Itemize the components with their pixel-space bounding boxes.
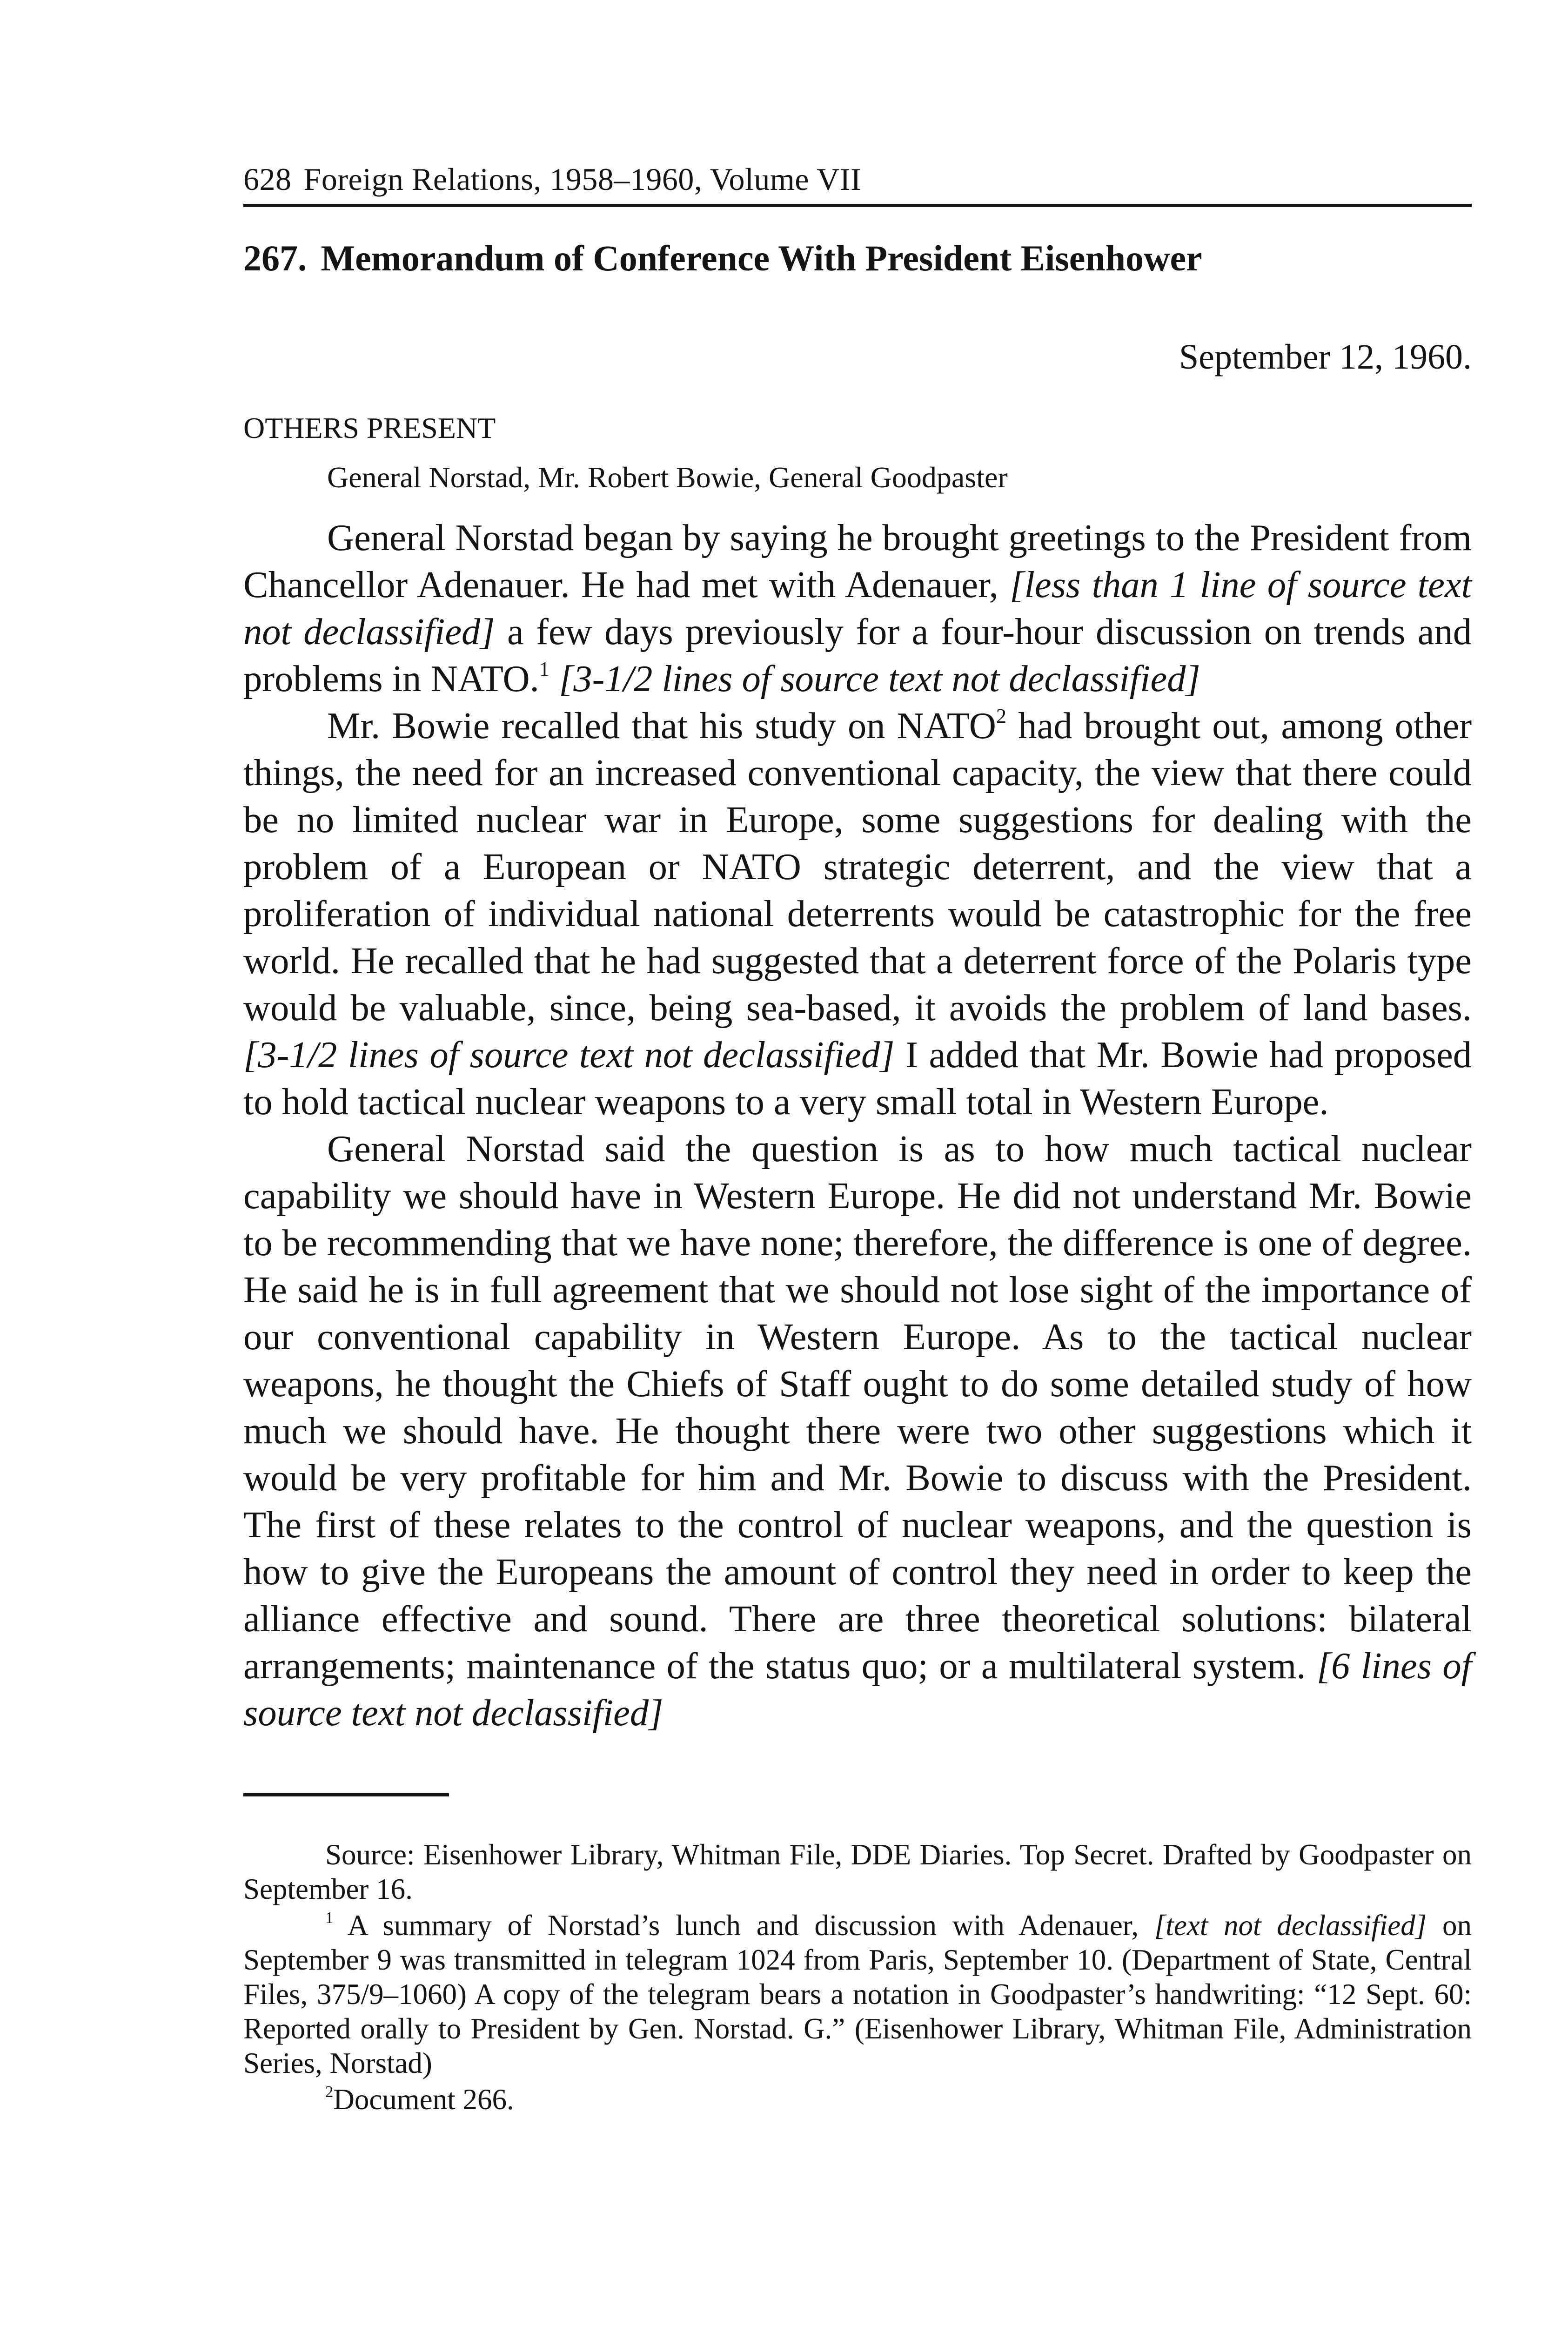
running-head [243, 158, 1472, 207]
footnote-ref-1: 1 [539, 657, 549, 680]
footnote-1 [243, 1908, 1472, 2080]
footnote-ref-2: 2 [996, 704, 1007, 727]
body-text [243, 514, 1472, 1736]
others-present-label: OTHERS PRESENT [243, 411, 496, 444]
running-head-title: Foreign Relations, 1958–1960, Volume VII [303, 161, 862, 197]
footnote-2-text: Document 266. [333, 2083, 514, 2116]
footnote-1-text-a: A summary of Norstad’s lunch and discussion with Adenauer, [333, 1909, 1154, 1942]
paragraph-3 [243, 1125, 1472, 1736]
paragraph-3-text-a: General Norstad said the question is as to how much tactical nuclear capability we should have in Western Europe. He did not understand Mr. Bowie to be recommending that we have none; therefore, the difference is one of degree. He said he is in full agreement that we should not lose sight of the importance of our conventional capability in Western Europe. As to the tactical nuclear weapons, he thought the Chiefs of Staff ought to do some detailed study of how much we should have. He thought there were two other suggestions which it would be very profitable for him and Mr. Bowie to discuss with the President. The first of these relates to the control of nuclear weapons, and the question is how to give the Europeans the amount of control they need in order to keep the alliance effective and sound. There are three theoretical solutions: bilateral arrangements; maintenance of the status quo; or a multilateral system. [243, 1128, 1472, 1687]
document-title: Memorandum of Conference With President Eisenhower [321, 238, 1202, 278]
redaction-note: [less than 1 line of source text not declassified] [243, 564, 1472, 652]
paragraph-2-text-b: had brought out, among other things, the need for an increased conventional capacity, the view that there could be no limited nuclear war in Europe, some suggestions for dealing with the problem of a European or NATO strategic deterrent, and the view that a proliferation of individual national deterrents would be catastrophic for the free world. He recalled that he had suggested that a deterrent force of the Polaris type would be valuable, since, being sea-based, it avoids the problem of land bases. [243, 705, 1472, 1029]
redaction-note: [6 lines of source text not declassified] [243, 1645, 1472, 1734]
footnote-1-redaction: [text not declassified] [1154, 1909, 1427, 1942]
footnote-1-mark: 1 [325, 1909, 334, 1927]
footnote-separator [243, 1793, 449, 1796]
paragraph-1-text-a: General Norstad began by saying he brought greetings to the President from Chancellor Adenauer. He had met with Adenauer, [243, 517, 1472, 605]
paragraph-2-text-d: I added that Mr. Bowie had proposed to hold tactical nuclear weapons to a very small total in Western Europe. [243, 1034, 1472, 1123]
paragraph-2 [243, 702, 1472, 1125]
document-number: 267. [243, 238, 307, 278]
footnote-2-mark: 2 [325, 2083, 334, 2101]
paragraph-1-text-c: a few days previously for a four-hour discussion on trends and problems in NATO. [243, 611, 1472, 699]
redaction-note: [3-1/2 lines of source text not declassified] [559, 658, 1200, 699]
paragraph-1 [243, 514, 1472, 702]
page-number: 628 [243, 161, 292, 197]
source-note: Source: Eisenhower Library, Whitman File, DDE Diaries. Top Secret. Drafted by Goodpaster on September 16. [243, 1838, 1472, 1905]
document-date: September 12, 1960. [1179, 337, 1472, 377]
paragraph-2-text-a: Mr. Bowie recalled that his study on NATO [327, 705, 996, 747]
footnote-1-text-c: on September 9 was transmitted in telegram 1024 from Paris, September 10. (Department of State, Central Files, 375/9–1060) A copy of the telegram bears a notation in Goodpaster’s handwriting: “12 Sept. 60: Reported orally to President by Gen. Norstad. G.” (Eisenhower Library, Whitman File, Administration Series, Norstad) [243, 1909, 1472, 2079]
page [243, 158, 1472, 2119]
footnotes [243, 1837, 1472, 2117]
document-heading [243, 234, 1472, 282]
paragraph-1-text-d [549, 658, 559, 699]
footnote-2 [243, 2082, 1472, 2117]
redaction-note: [3-1/2 lines of source text not declassified] [243, 1034, 895, 1076]
others-present-names: General Norstad, Mr. Robert Bowie, General Goodpaster [327, 461, 1008, 494]
